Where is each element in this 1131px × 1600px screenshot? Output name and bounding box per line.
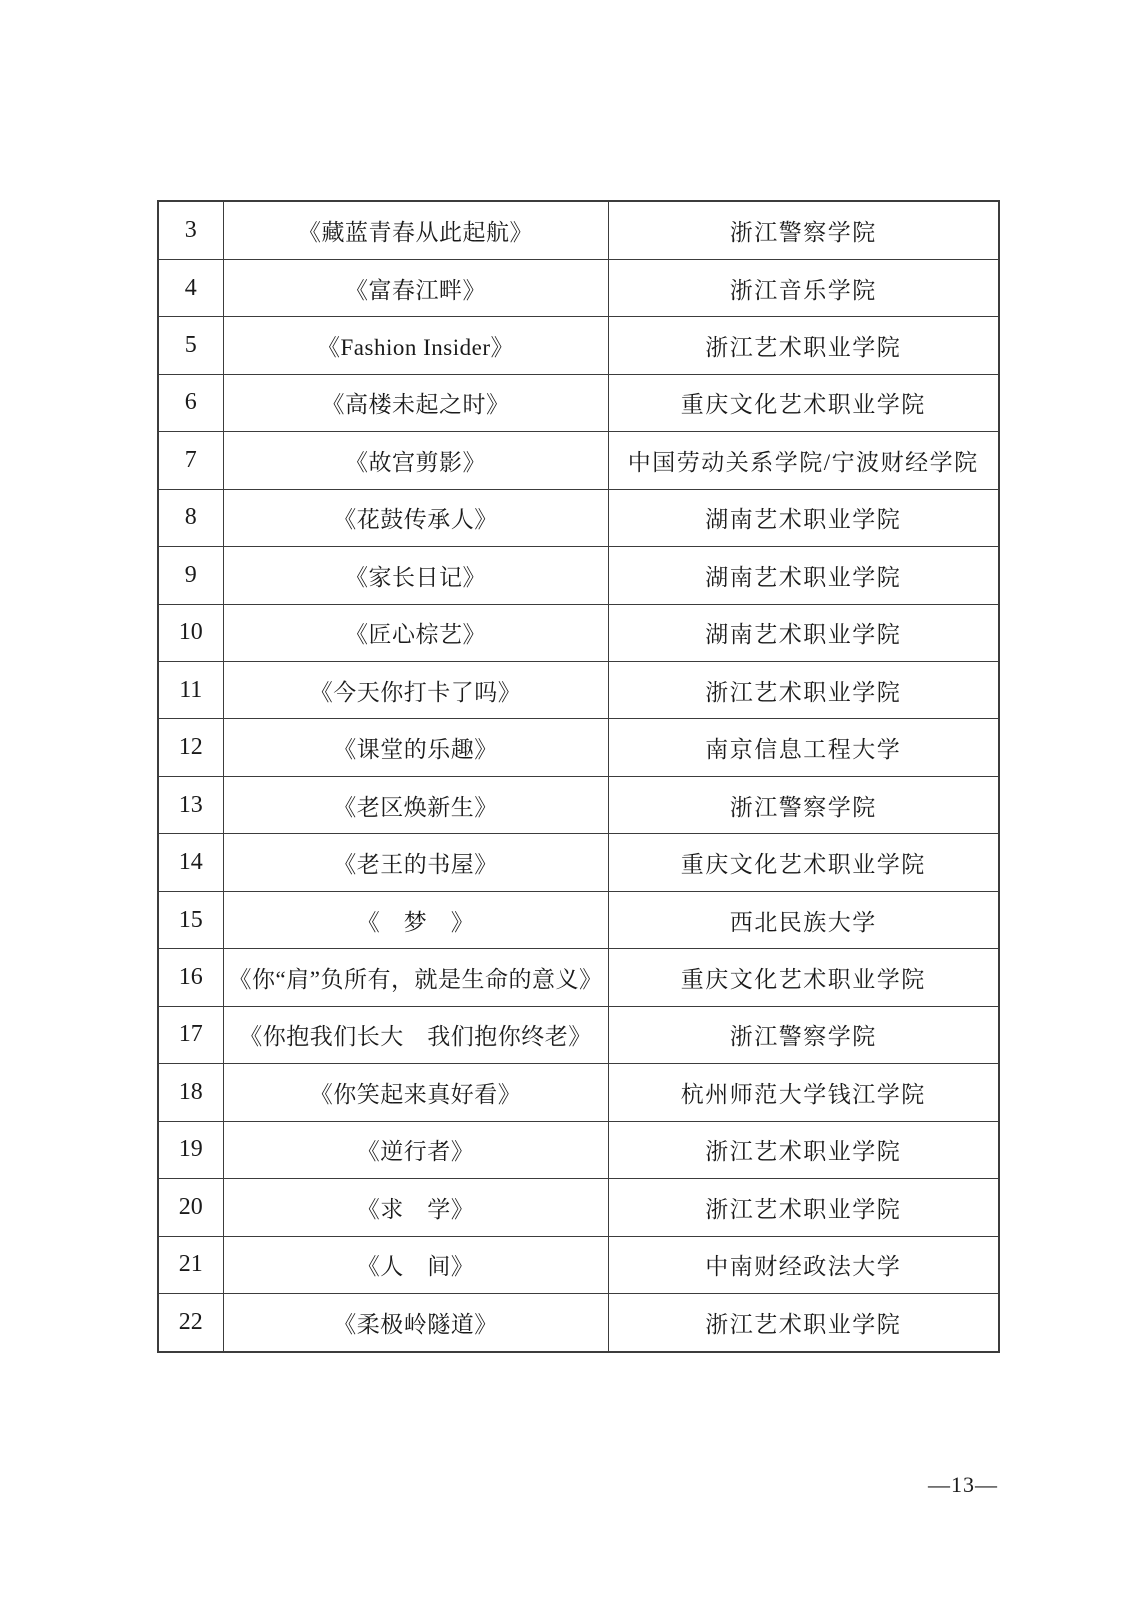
table-row xyxy=(158,1179,999,1236)
row-number: 15 xyxy=(158,891,223,948)
table-row xyxy=(158,1006,999,1063)
institution-name: 浙江警察学院 xyxy=(608,1006,999,1063)
work-title: 《你笑起来真好看》 xyxy=(223,1064,608,1121)
table-row xyxy=(158,259,999,316)
institution-name: 中南财经政法大学 xyxy=(608,1236,999,1293)
row-number: 10 xyxy=(158,604,223,661)
table-row xyxy=(158,1121,999,1178)
work-title: 《课堂的乐趣》 xyxy=(223,719,608,776)
work-title: 《柔极岭隧道》 xyxy=(223,1293,608,1352)
table-row xyxy=(158,1236,999,1293)
work-title: 《匠心棕艺》 xyxy=(223,604,608,661)
work-title: 《你抱我们长大 我们抱你终老》 xyxy=(223,1006,608,1063)
work-title: 《故宫剪影》 xyxy=(223,432,608,489)
work-title: 《逆行者》 xyxy=(223,1121,608,1178)
table-row xyxy=(158,1064,999,1121)
table-row xyxy=(158,317,999,374)
institution-name: 杭州师范大学钱江学院 xyxy=(608,1064,999,1121)
row-number: 14 xyxy=(158,834,223,891)
institution-name: 西北民族大学 xyxy=(608,891,999,948)
row-number: 9 xyxy=(158,547,223,604)
row-number: 5 xyxy=(158,317,223,374)
row-number: 22 xyxy=(158,1293,223,1352)
row-number: 21 xyxy=(158,1236,223,1293)
row-number: 13 xyxy=(158,776,223,833)
row-number: 11 xyxy=(158,661,223,718)
institution-name: 南京信息工程大学 xyxy=(608,719,999,776)
table-row xyxy=(158,719,999,776)
institution-name: 浙江警察学院 xyxy=(608,201,999,259)
institution-name: 湖南艺术职业学院 xyxy=(608,489,999,546)
work-title: 《藏蓝青春从此起航》 xyxy=(223,201,608,259)
institution-name: 中国劳动关系学院/宁波财经学院 xyxy=(608,432,999,489)
row-number: 12 xyxy=(158,719,223,776)
row-number: 16 xyxy=(158,949,223,1006)
table-row xyxy=(158,547,999,604)
row-number: 6 xyxy=(158,374,223,431)
row-number: 20 xyxy=(158,1179,223,1236)
row-number: 8 xyxy=(158,489,223,546)
table-row xyxy=(158,374,999,431)
institution-name: 重庆文化艺术职业学院 xyxy=(608,834,999,891)
work-title: 《老王的书屋》 xyxy=(223,834,608,891)
table-row xyxy=(158,432,999,489)
institution-name: 浙江艺术职业学院 xyxy=(608,661,999,718)
institution-name: 浙江艺术职业学院 xyxy=(608,317,999,374)
work-title: 《高楼未起之时》 xyxy=(223,374,608,431)
table-row xyxy=(158,776,999,833)
row-number: 3 xyxy=(158,201,223,259)
row-number: 7 xyxy=(158,432,223,489)
row-number: 17 xyxy=(158,1006,223,1063)
work-title: 《家长日记》 xyxy=(223,547,608,604)
table-row xyxy=(158,891,999,948)
institution-name: 浙江艺术职业学院 xyxy=(608,1293,999,1352)
table-row xyxy=(158,1293,999,1352)
awards-table xyxy=(157,200,1000,1353)
institution-name: 湖南艺术职业学院 xyxy=(608,604,999,661)
table-row xyxy=(158,949,999,1006)
institution-name: 浙江音乐学院 xyxy=(608,259,999,316)
row-number: 19 xyxy=(158,1121,223,1178)
institution-name: 湖南艺术职业学院 xyxy=(608,547,999,604)
work-title: 《老区焕新生》 xyxy=(223,776,608,833)
work-title: 《 梦 》 xyxy=(223,891,608,948)
table-row xyxy=(158,661,999,718)
row-number: 18 xyxy=(158,1064,223,1121)
institution-name: 浙江警察学院 xyxy=(608,776,999,833)
work-title: 《富春江畔》 xyxy=(223,259,608,316)
table-row xyxy=(158,489,999,546)
page-number: —13— xyxy=(928,1472,998,1497)
table-row xyxy=(158,201,999,259)
work-title: 《人 间》 xyxy=(223,1236,608,1293)
work-title: 《今天你打卡了吗》 xyxy=(223,661,608,718)
institution-name: 浙江艺术职业学院 xyxy=(608,1121,999,1178)
institution-name: 重庆文化艺术职业学院 xyxy=(608,949,999,1006)
institution-name: 重庆文化艺术职业学院 xyxy=(608,374,999,431)
work-title: 《求 学》 xyxy=(223,1179,608,1236)
row-number: 4 xyxy=(158,259,223,316)
work-title: 《花鼓传承人》 xyxy=(223,489,608,546)
work-title: 《你“肩”负所有，就是生命的意义》 xyxy=(223,949,608,1006)
table-row xyxy=(158,834,999,891)
work-title: 《Fashion Insider》 xyxy=(223,317,608,374)
institution-name: 浙江艺术职业学院 xyxy=(608,1179,999,1236)
table-row xyxy=(158,604,999,661)
